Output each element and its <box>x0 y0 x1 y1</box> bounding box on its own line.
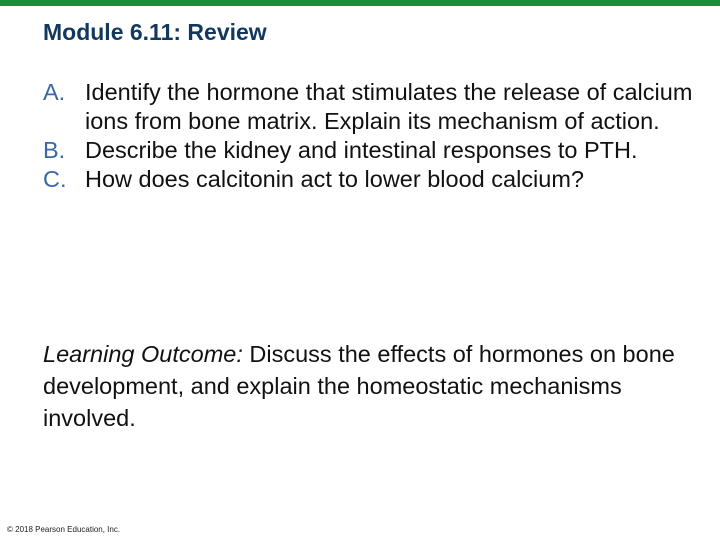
question-item-a <box>43 78 703 136</box>
top-accent-bar <box>0 0 720 6</box>
question-text-c: How does calcitonin act to lower blood calcium? <box>85 166 584 192</box>
question-marker-c: C. <box>43 166 67 192</box>
question-marker-b: B. <box>43 137 66 163</box>
question-marker-a: A. <box>43 79 66 105</box>
question-item-c <box>43 165 703 194</box>
learning-outcome-text: Discuss the effects of hormones on bone development, and explain the homeostatic mechanisms involved. <box>43 341 675 431</box>
slide-title: Module 6.11: Review <box>43 19 267 45</box>
copyright-notice: © 2018 Pearson Education, Inc. <box>7 525 121 534</box>
question-text-b: Describe the kidney and intestinal responses to PTH. <box>85 137 638 163</box>
review-question-list <box>43 78 703 194</box>
question-item-b <box>43 136 703 165</box>
learning-outcome-label: Learning Outcome: <box>43 341 243 367</box>
question-text-a: Identify the hormone that stimulates the release of calcium ions from bone matrix. Explain its mechanism of action. <box>85 79 693 134</box>
learning-outcome <box>43 338 683 434</box>
